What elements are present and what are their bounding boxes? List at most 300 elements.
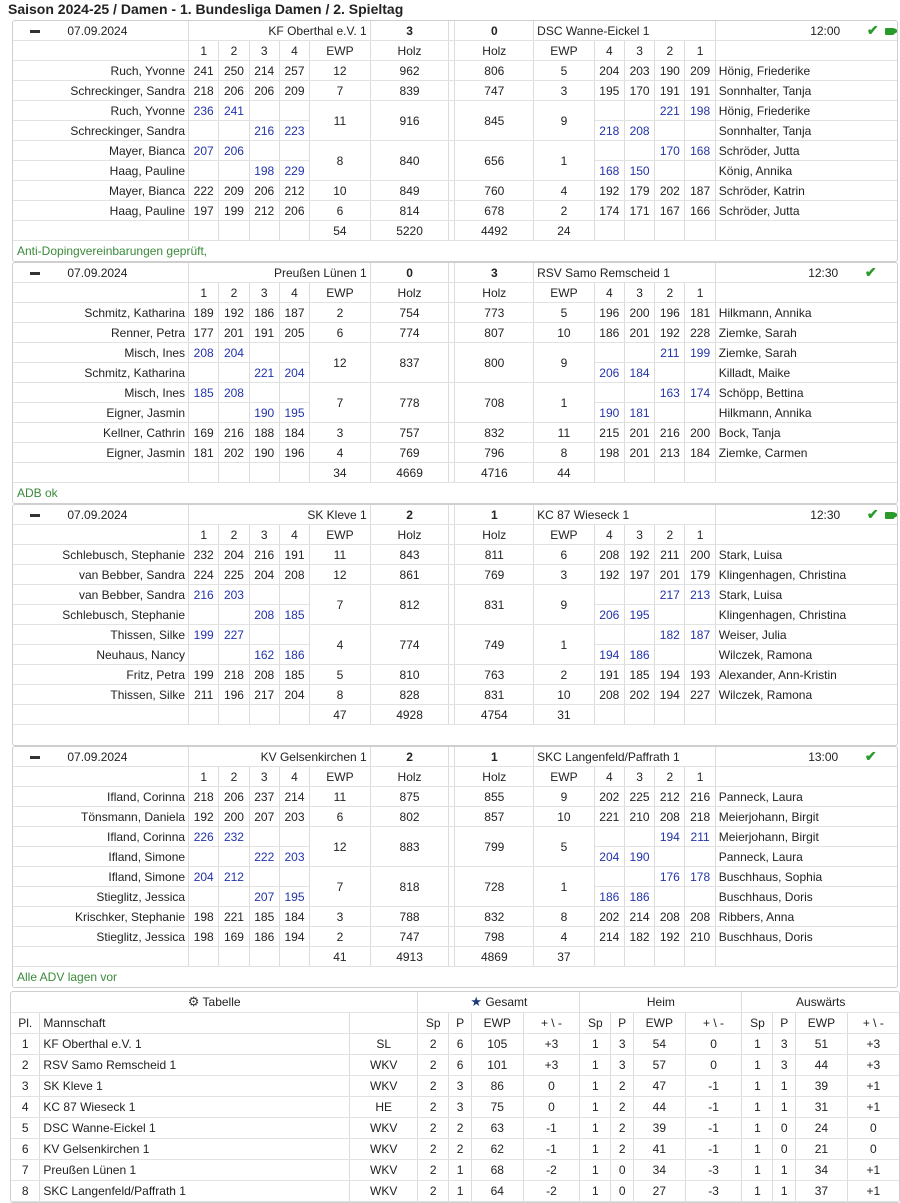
empty-cell: [715, 221, 897, 241]
match-note: Anti-Dopingvereinbarungen geprüft,: [17, 244, 208, 258]
empty-cell: [655, 363, 685, 383]
away-game-score: 179: [624, 181, 654, 201]
col-game-4: 4: [594, 283, 624, 303]
empty-cell: [655, 705, 685, 725]
away-holz: 831: [455, 685, 534, 705]
away-game-score: 174: [685, 383, 715, 403]
home-total-ewp: 34: [310, 463, 371, 483]
empty-cell: [13, 525, 189, 545]
home-player-name: Ifland, Corinna: [13, 827, 189, 847]
empty-cell: [655, 121, 685, 141]
away-plus-minus: 0: [847, 1139, 899, 1160]
away-team[interactable]: KC 87 Wieseck 1: [534, 505, 716, 525]
home-game-score: 211: [189, 685, 219, 705]
away-team[interactable]: SKC Langenfeld/Paffrath 1: [534, 747, 716, 767]
home-player-name: van Bebber, Sandra: [13, 565, 189, 585]
away-player-name: Stark, Luisa: [715, 585, 897, 605]
collapse-icon[interactable]: [30, 514, 40, 517]
home-holz: 962: [370, 61, 449, 81]
home-game-score: 190: [249, 443, 279, 463]
home-ewp: 7: [310, 585, 371, 625]
home-game-score: 190: [249, 403, 279, 423]
home-player-name: Misch, Ines: [13, 343, 189, 363]
empty-cell: [655, 463, 685, 483]
empty-cell: [249, 827, 279, 847]
away-plus-minus: +1: [847, 1097, 899, 1118]
away-player-name: König, Annika: [715, 161, 897, 181]
total-plus-minus: -1: [523, 1139, 580, 1160]
table-row: [13, 907, 897, 927]
standings-row: [11, 1097, 899, 1118]
match-card: [12, 504, 898, 746]
away-player-name: Schöpp, Bettina: [715, 383, 897, 403]
away-game-score: 186: [594, 323, 624, 343]
home-p: 2: [611, 1076, 634, 1097]
home-game-score: 197: [189, 201, 219, 221]
away-holz: 800: [455, 343, 534, 383]
home-player-name: Schreckinger, Sandra: [13, 121, 189, 141]
away-p: 3: [773, 1034, 796, 1055]
away-ewp: 31: [796, 1097, 848, 1118]
place: 7: [11, 1160, 40, 1181]
home-player-name: Schreckinger, Sandra: [13, 81, 189, 101]
col-game-4: 4: [279, 767, 309, 787]
home-game-score: 207: [189, 141, 219, 161]
team-name[interactable]: RSV Samo Remscheid 1: [40, 1055, 350, 1076]
home-game-score: 208: [249, 665, 279, 685]
total-plus-minus: 0: [523, 1076, 580, 1097]
away-ewp: 5: [534, 827, 595, 867]
away-p: 0: [773, 1139, 796, 1160]
away-game-score: 191: [594, 665, 624, 685]
home-ewp: 7: [310, 81, 371, 101]
away-player-name: Hilkmann, Annika: [715, 403, 897, 423]
match-header: [13, 505, 897, 525]
home-ewp: 10: [310, 181, 371, 201]
place: 8: [11, 1181, 40, 1202]
team-name[interactable]: SKC Langenfeld/Paffrath 1: [40, 1181, 350, 1202]
team-name[interactable]: Preußen Lünen 1: [40, 1160, 350, 1181]
col-ewp: EWP: [310, 525, 371, 545]
empty-cell: [219, 363, 249, 383]
away-game-score: 192: [655, 927, 685, 947]
match-time-cell: [715, 747, 897, 767]
totals-row: [13, 947, 897, 967]
away-game-score: 221: [594, 807, 624, 827]
home-game-score: 195: [279, 887, 309, 907]
home-game-score: 184: [279, 423, 309, 443]
col-holz: Holz: [455, 283, 534, 303]
away-score: 1: [455, 505, 534, 525]
team-name[interactable]: KF Oberthal e.V. 1: [40, 1034, 350, 1055]
gear-icon: ⚙: [187, 994, 200, 1009]
place: 1: [11, 1034, 40, 1055]
col-team: Mannschaft: [40, 1013, 350, 1034]
away-game-score: 198: [685, 101, 715, 121]
away-player-name: Meierjohann, Birgit: [715, 807, 897, 827]
team-name[interactable]: KV Gelsenkirchen 1: [40, 1139, 350, 1160]
away-sp: 1: [742, 1055, 773, 1076]
home-game-score: 257: [279, 61, 309, 81]
away-sp: 1: [742, 1160, 773, 1181]
home-team[interactable]: KF Oberthal e.V. 1: [189, 21, 371, 41]
away-holz: 708: [455, 383, 534, 423]
totals-row: [13, 221, 897, 241]
home-game-score: 225: [219, 565, 249, 585]
home-game-score: 186: [279, 645, 309, 665]
away-game-score: 211: [655, 343, 685, 363]
home-ewp: 8: [310, 685, 371, 705]
team-status: WKV: [350, 1181, 418, 1202]
empty-cell: [715, 525, 897, 545]
empty-cell: [715, 947, 897, 967]
home-ewp: 7: [310, 383, 371, 423]
home-sp: 1: [580, 1139, 611, 1160]
empty-cell: [249, 585, 279, 605]
home-ewp: 47: [634, 1076, 686, 1097]
table-row: [13, 343, 897, 363]
col-game-2: 2: [219, 525, 249, 545]
total-ewp: 62: [471, 1139, 523, 1160]
empty-cell: [13, 221, 189, 241]
empty-cell: [219, 605, 249, 625]
away-player-name: Ribbers, Anna: [715, 907, 897, 927]
empty-cell: [594, 705, 624, 725]
home-game-score: 162: [249, 645, 279, 665]
empty-cell: [685, 947, 715, 967]
home-game-score: 206: [279, 201, 309, 221]
empty-cell: [189, 645, 219, 665]
home-ewp: 6: [310, 807, 371, 827]
empty-cell: [594, 625, 624, 645]
empty-cell: [279, 947, 309, 967]
empty-cell: [594, 585, 624, 605]
away-game-score: 168: [685, 141, 715, 161]
away-player-name: Wilczek, Ramona: [715, 645, 897, 665]
away-game-score: 202: [594, 787, 624, 807]
away-sp: 1: [742, 1076, 773, 1097]
empty-cell: [685, 705, 715, 725]
away-game-score: 192: [655, 323, 685, 343]
home-game-score: 207: [249, 887, 279, 907]
match-note: Alle ADV lagen vor: [17, 970, 118, 984]
col-game-2: 2: [219, 41, 249, 61]
home-score: 2: [370, 505, 449, 525]
empty-cell: [249, 947, 279, 967]
home-game-score: 208: [249, 605, 279, 625]
col-game-4: 4: [279, 525, 309, 545]
home-ewp: 3: [310, 907, 371, 927]
empty-cell: [189, 463, 219, 483]
empty-cell: [249, 383, 279, 403]
total-p: 1: [449, 1181, 472, 1202]
col-ewp: EWP: [310, 283, 371, 303]
home-game-score: 222: [249, 847, 279, 867]
away-game-score: 168: [594, 161, 624, 181]
away-team[interactable]: RSV Samo Remscheid 1: [534, 263, 716, 283]
empty-cell: [279, 827, 309, 847]
home-game-score: 203: [219, 585, 249, 605]
standings-table: [10, 991, 900, 1203]
total-sp: 2: [418, 1139, 449, 1160]
home-game-score: 192: [219, 303, 249, 323]
table-row: [13, 927, 897, 947]
away-total-holz: 4492: [455, 221, 534, 241]
home-game-score: 199: [189, 625, 219, 645]
away-game-score: 191: [685, 81, 715, 101]
away-game-score: 186: [624, 645, 654, 665]
away-game-score: 190: [655, 61, 685, 81]
home-plus-minus: -1: [685, 1118, 742, 1139]
empty-cell: [624, 463, 654, 483]
home-sp: 1: [580, 1055, 611, 1076]
away-game-score: 208: [655, 907, 685, 927]
home-holz: 814: [370, 201, 449, 221]
table-row: [13, 141, 897, 161]
home-total-holz: 5220: [370, 221, 449, 241]
col-game-3: 3: [624, 41, 654, 61]
away-game-score: 225: [624, 787, 654, 807]
home-plus-minus: -1: [685, 1139, 742, 1160]
home-holz: 916: [370, 101, 449, 141]
col-game-2: 2: [219, 283, 249, 303]
match-date-cell: [13, 263, 189, 283]
away-game-score: 194: [655, 685, 685, 705]
away-total-holz: 4754: [455, 705, 534, 725]
home-game-score: 192: [189, 807, 219, 827]
match-header: [13, 747, 897, 767]
video-icon[interactable]: [885, 512, 894, 519]
home-game-score: 185: [249, 907, 279, 927]
empty-cell: [685, 847, 715, 867]
match-date-cell: [13, 505, 189, 525]
team-name[interactable]: SK Kleve 1: [40, 1076, 350, 1097]
team-status: WKV: [350, 1160, 418, 1181]
away-holz: 857: [455, 807, 534, 827]
away-game-score: 178: [685, 867, 715, 887]
video-icon[interactable]: [885, 28, 894, 35]
away-ewp: 8: [534, 907, 595, 927]
away-game-score: 213: [655, 443, 685, 463]
home-game-score: 202: [219, 443, 249, 463]
col-ewp: EWP: [534, 767, 595, 787]
col-game-3: 3: [249, 283, 279, 303]
away-game-score: 198: [594, 443, 624, 463]
col-game-4: 4: [594, 767, 624, 787]
empty-cell: [189, 947, 219, 967]
away-game-score: 194: [594, 645, 624, 665]
home-ewp: 8: [310, 141, 371, 181]
home-player-name: Neuhaus, Nancy: [13, 645, 189, 665]
total-sp: 2: [418, 1160, 449, 1181]
team-status: WKV: [350, 1118, 418, 1139]
away-player-name: Sonnhalter, Tanja: [715, 121, 897, 141]
team-name[interactable]: DSC Wanne-Eickel 1: [40, 1118, 350, 1139]
away-game-score: 204: [594, 847, 624, 867]
home-player-name: Misch, Ines: [13, 383, 189, 403]
match-note: ADB ok: [17, 486, 58, 500]
away-game-score: 208: [594, 545, 624, 565]
empty-cell: [685, 221, 715, 241]
total-plus-minus: -2: [523, 1160, 580, 1181]
away-ewp: 3: [534, 81, 595, 101]
empty-cell: [279, 101, 309, 121]
team-name[interactable]: KC 87 Wieseck 1: [40, 1097, 350, 1118]
home-game-score: 184: [279, 907, 309, 927]
empty-cell: [13, 947, 189, 967]
collapse-icon[interactable]: [30, 756, 40, 759]
away-p: 0: [773, 1118, 796, 1139]
home-game-score: 200: [219, 807, 249, 827]
col-game-2: 2: [219, 767, 249, 787]
away-game-score: 208: [624, 121, 654, 141]
home-game-score: 214: [249, 61, 279, 81]
table-row: [13, 665, 897, 685]
collapse-icon[interactable]: [30, 30, 40, 33]
match-date-cell: [13, 747, 189, 767]
col-game-3: 3: [249, 41, 279, 61]
empty-cell: [279, 141, 309, 161]
empty-cell: [13, 463, 189, 483]
home-game-score: 250: [219, 61, 249, 81]
col-game-1: 1: [685, 767, 715, 787]
home-plus-minus: -1: [685, 1097, 742, 1118]
match-header: [13, 263, 897, 283]
away-team[interactable]: DSC Wanne-Eickel 1: [534, 21, 716, 41]
home-ewp: 34: [634, 1160, 686, 1181]
empty-cell: [624, 705, 654, 725]
home-holz: 812: [370, 585, 449, 625]
home-team[interactable]: Preußen Lünen 1: [189, 263, 371, 283]
match-time: 12:00: [810, 24, 841, 38]
home-game-score: 204: [219, 545, 249, 565]
away-holz: 832: [455, 423, 534, 443]
away-game-score: 215: [594, 423, 624, 443]
empty-cell: [189, 705, 219, 725]
home-game-score: 216: [249, 121, 279, 141]
match-date: 07.09.2024: [67, 507, 128, 522]
away-game-score: 213: [685, 585, 715, 605]
home-team[interactable]: SK Kleve 1: [189, 505, 371, 525]
away-ewp: 24: [796, 1118, 848, 1139]
empty-cell: [685, 403, 715, 423]
away-game-score: 203: [624, 61, 654, 81]
standings-row: [11, 1139, 899, 1160]
empty-cell: [715, 41, 897, 61]
home-game-score: 223: [279, 121, 309, 141]
home-game-score: 204: [279, 685, 309, 705]
away-game-score: 186: [624, 887, 654, 907]
empty-cell: [715, 705, 897, 725]
home-p: 0: [611, 1160, 634, 1181]
home-game-score: 216: [249, 545, 279, 565]
empty-cell: [219, 221, 249, 241]
home-holz: 778: [370, 383, 449, 423]
home-total-holz: 4669: [370, 463, 449, 483]
away-game-score: 192: [594, 565, 624, 585]
empty-cell: [594, 221, 624, 241]
column-header-row: [13, 41, 897, 61]
home-game-score: 189: [189, 303, 219, 323]
away-holz: 678: [455, 201, 534, 221]
home-holz: 840: [370, 141, 449, 181]
table-row: [13, 61, 897, 81]
home-p: 3: [611, 1055, 634, 1076]
home-p: 0: [611, 1181, 634, 1202]
collapse-icon[interactable]: [30, 272, 40, 275]
away-ewp: 39: [796, 1076, 848, 1097]
away-game-score: 171: [624, 201, 654, 221]
empty-cell: [189, 161, 219, 181]
total-p: 2: [449, 1118, 472, 1139]
away-game-score: 187: [685, 625, 715, 645]
empty-cell: [594, 343, 624, 363]
home-game-score: 222: [189, 181, 219, 201]
away-player-name: Buschhaus, Doris: [715, 927, 897, 947]
away-holz: 832: [455, 907, 534, 927]
standings-row: [11, 1034, 899, 1055]
away-ewp: 10: [534, 685, 595, 705]
away-game-score: 166: [685, 201, 715, 221]
away-plus-minus: 0: [847, 1118, 899, 1139]
home-game-score: 226: [189, 827, 219, 847]
empty-cell: [624, 141, 654, 161]
home-total-ewp: 54: [310, 221, 371, 241]
home-game-score: 206: [219, 141, 249, 161]
home-holz: 849: [370, 181, 449, 201]
away-holz: 799: [455, 827, 534, 867]
empty-cell: [594, 383, 624, 403]
home-score: 2: [370, 747, 449, 767]
team-status: HE: [350, 1097, 418, 1118]
auswaerts-header: Auswärts: [742, 992, 899, 1013]
away-game-score: 202: [624, 685, 654, 705]
match-date-cell: [13, 21, 189, 41]
col-game-2: 2: [655, 283, 685, 303]
home-player-name: Ifland, Corinna: [13, 787, 189, 807]
home-holz: 843: [370, 545, 449, 565]
away-game-score: 202: [655, 181, 685, 201]
away-sp: 1: [742, 1097, 773, 1118]
empty-cell: [594, 101, 624, 121]
away-player-name: Schröder, Katrin: [715, 181, 897, 201]
away-game-score: 212: [655, 787, 685, 807]
home-team[interactable]: KV Gelsenkirchen 1: [189, 747, 371, 767]
home-ewp: 12: [310, 343, 371, 383]
empty-cell: [685, 121, 715, 141]
home-game-score: 221: [249, 363, 279, 383]
col-game-1: 1: [189, 525, 219, 545]
home-game-score: 203: [279, 847, 309, 867]
away-game-score: 210: [685, 927, 715, 947]
away-total-ewp: 24: [534, 221, 595, 241]
empty-cell: [279, 867, 309, 887]
total-sp: 2: [418, 1076, 449, 1097]
home-p: 3: [611, 1034, 634, 1055]
away-game-score: 208: [685, 907, 715, 927]
home-ewp: 39: [634, 1118, 686, 1139]
home-holz: 754: [370, 303, 449, 323]
home-plus-minus: -3: [685, 1181, 742, 1202]
home-ewp: 54: [634, 1034, 686, 1055]
col-game-2: 2: [655, 767, 685, 787]
match-time: 12:30: [808, 266, 839, 280]
empty-cell: [219, 887, 249, 907]
col-plus-minus: + \ -: [685, 1013, 742, 1034]
away-game-score: 199: [685, 343, 715, 363]
match-note: [13, 725, 897, 745]
empty-cell: [685, 161, 715, 181]
